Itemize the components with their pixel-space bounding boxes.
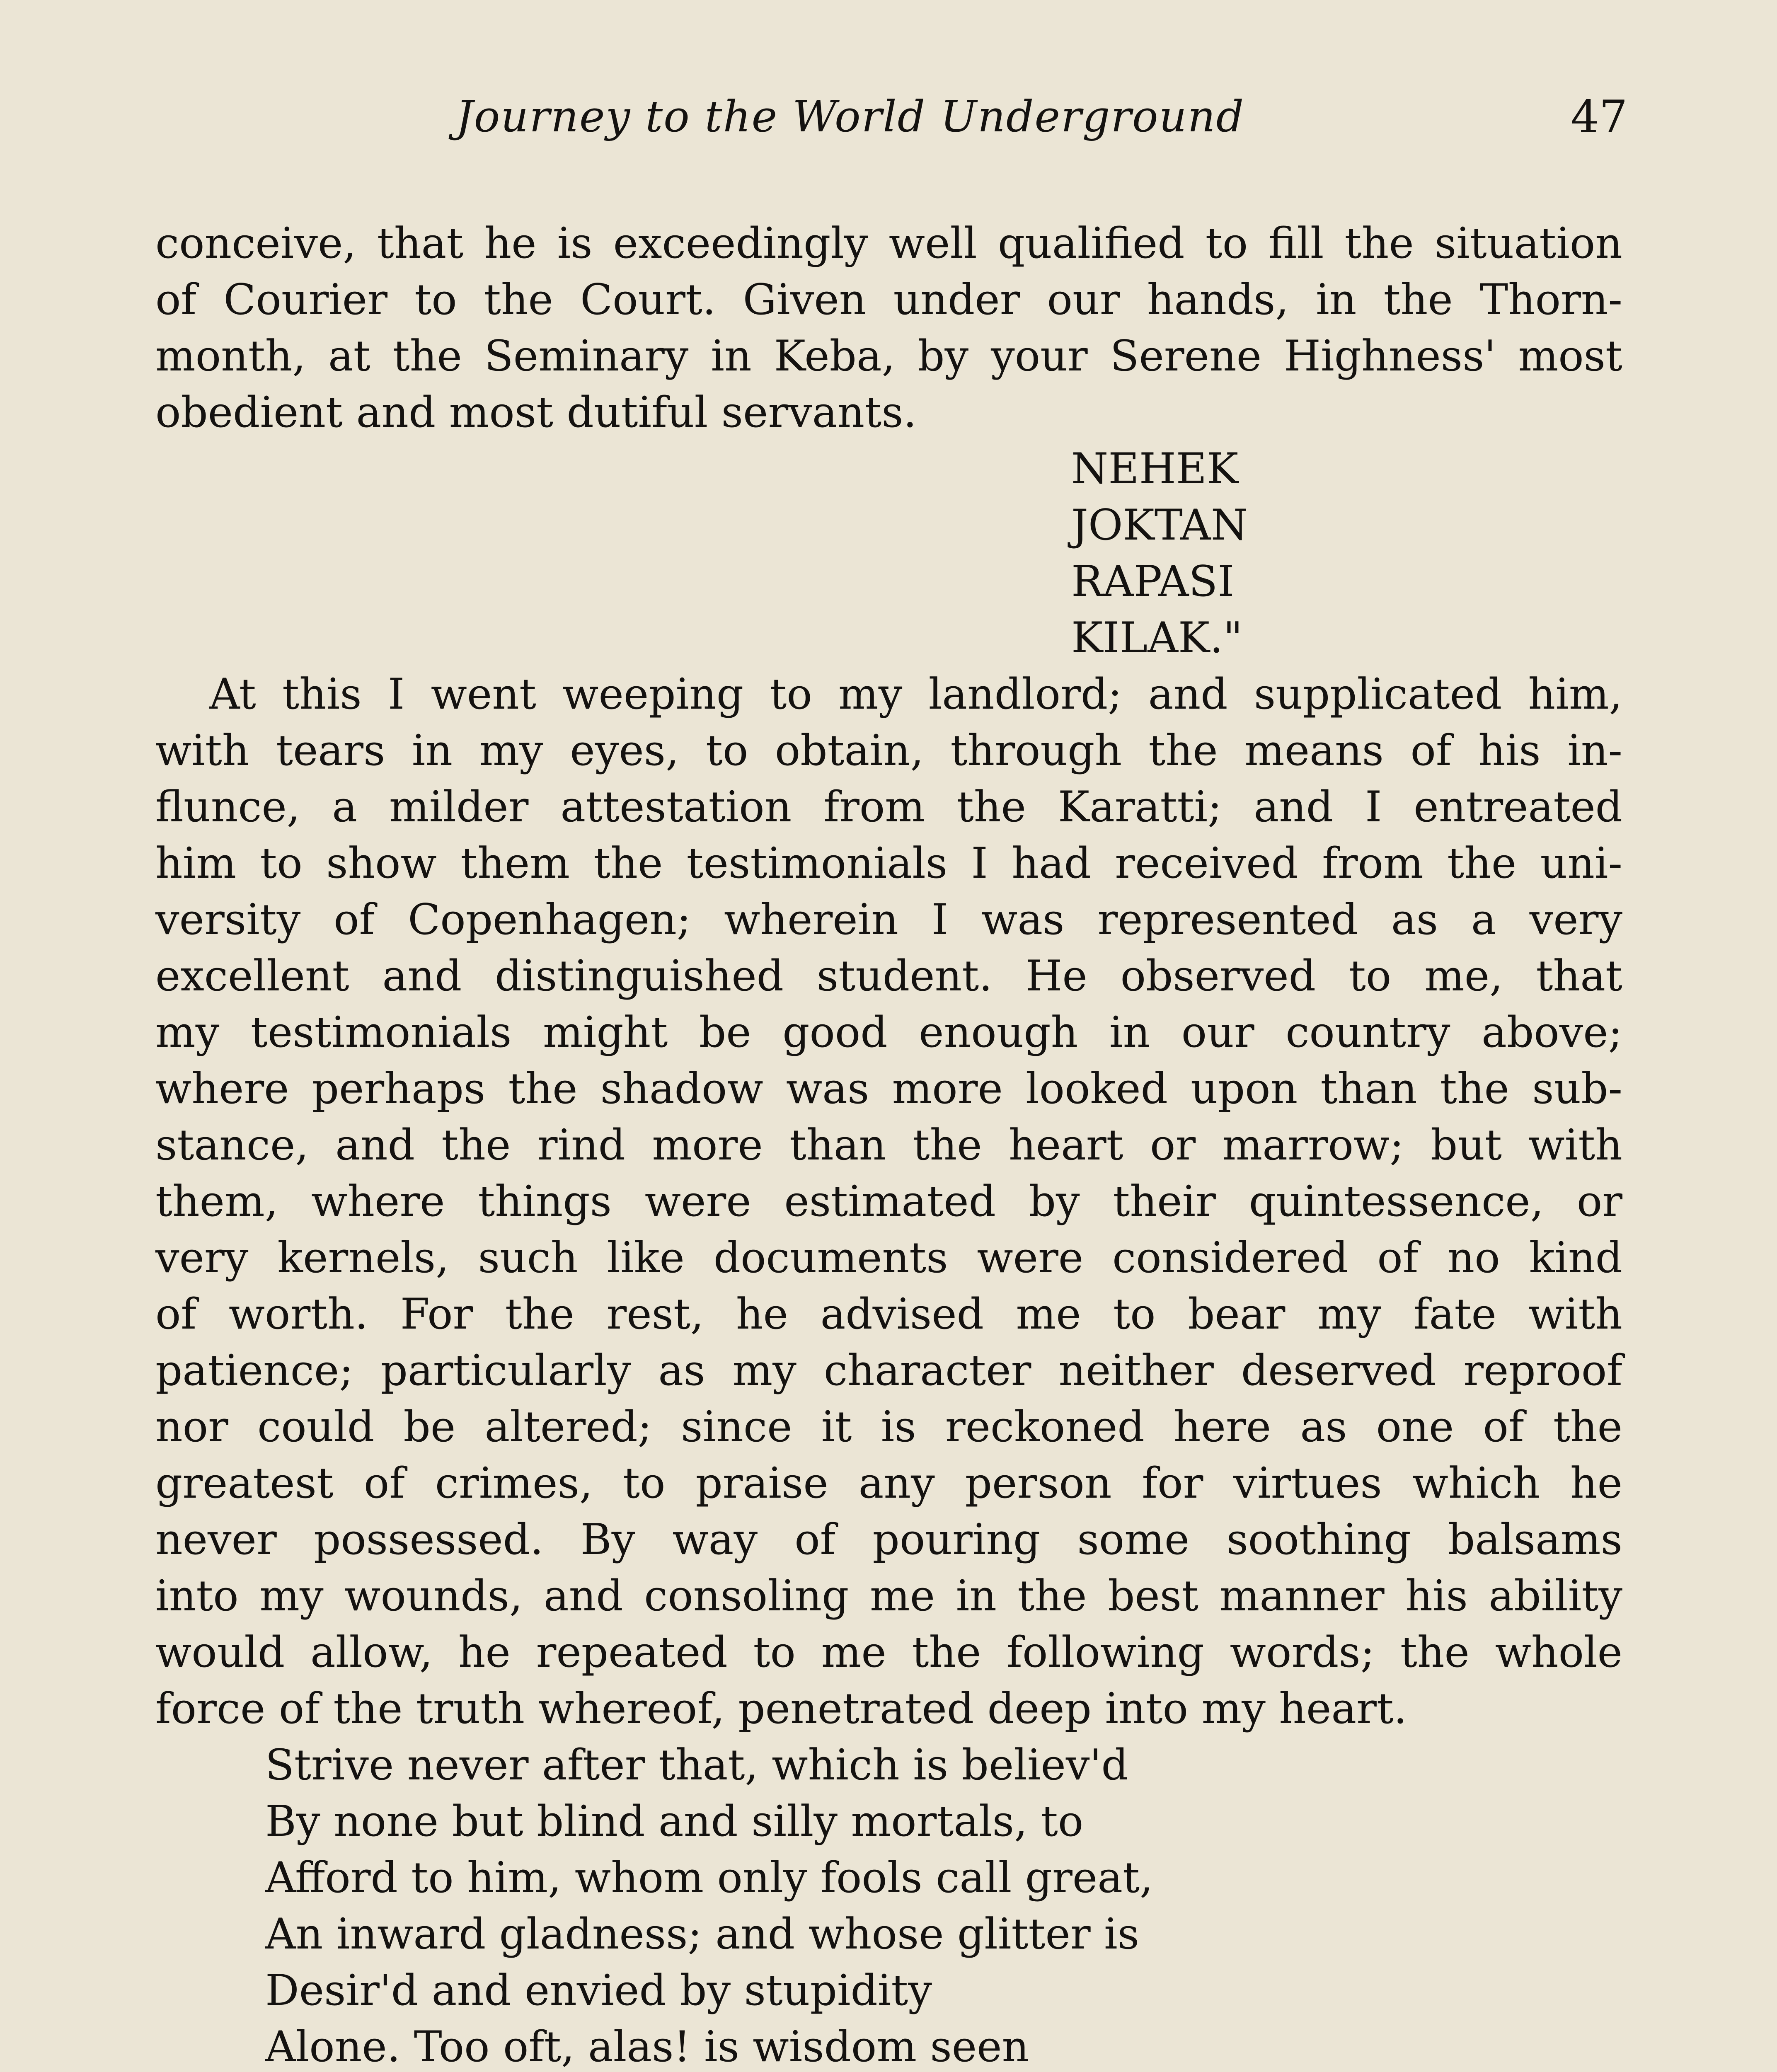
text-line: my testimonials might be good enough in our country above; — [155, 1008, 1622, 1057]
verse-line: By none but blind and silly mortals, to — [265, 1797, 1084, 1846]
text-line: At this I went weeping to my landlord; and supplicated him, — [209, 670, 1622, 719]
text-line: excellent and distinguished student. He observed to me, that — [155, 951, 1622, 1001]
signatory-name: JOKTAN — [1071, 501, 1248, 550]
text-line: into my wounds, and consoling me in the best manner his ability — [155, 1571, 1622, 1621]
text-line: very kernels, such like documents were considered of no kind — [155, 1233, 1622, 1283]
text-line: force of the truth whereof, penetrated deep into my heart. — [155, 1684, 1407, 1733]
running-head: Journey to the World Underground — [456, 91, 1245, 142]
signatory-name: RAPASI — [1071, 557, 1235, 606]
text-line: him to show them the testimonials I had received from the uni- — [155, 839, 1622, 888]
text-line: of Courier to the Court. Given under our hands, in the Thorn- — [155, 275, 1622, 324]
text-line: month, at the Seminary in Keba, by your Serene Highness' most — [155, 332, 1622, 381]
signatory-name: NEHEK — [1071, 444, 1239, 494]
verse-line: Strive never after that, which is believ'd — [265, 1740, 1128, 1790]
signatory-list — [155, 441, 1622, 666]
verse-line: Desir'd and envied by stupidity — [265, 1966, 932, 2015]
signatory-name: KILAK." — [1071, 613, 1243, 663]
narrative-paragraph — [155, 666, 1622, 1737]
text-line: never possessed. By way of pouring some soothing balsams — [155, 1515, 1622, 1564]
text-line: versity of Copenhagen; wherein I was represented as a very — [155, 895, 1622, 944]
text-line: stance, and the rind more than the heart or marrow; but with — [155, 1121, 1622, 1170]
text-line: patience; particularly as my character neither deserved reproof — [155, 1346, 1622, 1395]
text-line: where perhaps the shadow was more looked upon than the sub- — [155, 1064, 1622, 1113]
text-line: nor could be altered; since it is reckoned here as one of the — [155, 1402, 1622, 1452]
body-text — [155, 215, 1622, 2072]
verse-block — [155, 1737, 1622, 2072]
text-line: greatest of crimes, to praise any person for virtues which he — [155, 1459, 1622, 1508]
page-number: 47 — [1571, 91, 1628, 143]
letter-closing — [155, 215, 1622, 441]
text-line: flunce, a milder attestation from the Karatti; and I entreated — [155, 782, 1622, 832]
text-line: would allow, he repeated to me the following words; the whole — [155, 1628, 1622, 1677]
text-line: with tears in my eyes, to obtain, through the means of his in- — [155, 726, 1622, 775]
text-line: of worth. For the rest, he advised me to bear my fate with — [155, 1290, 1622, 1339]
verse-line: Alone. Too oft, alas! is wisdom seen — [265, 2022, 1029, 2072]
text-line: them, where things were estimated by their quintessence, or — [155, 1177, 1622, 1226]
verse-line: An inward gladness; and whose glitter is — [265, 1910, 1140, 1959]
text-line: conceive, that he is exceedingly well qualified to fill the situation — [155, 219, 1622, 268]
text-line: obedient and most dutiful servants. — [155, 388, 917, 437]
verse-line: Afford to him, whom only fools call great, — [265, 1853, 1153, 1903]
